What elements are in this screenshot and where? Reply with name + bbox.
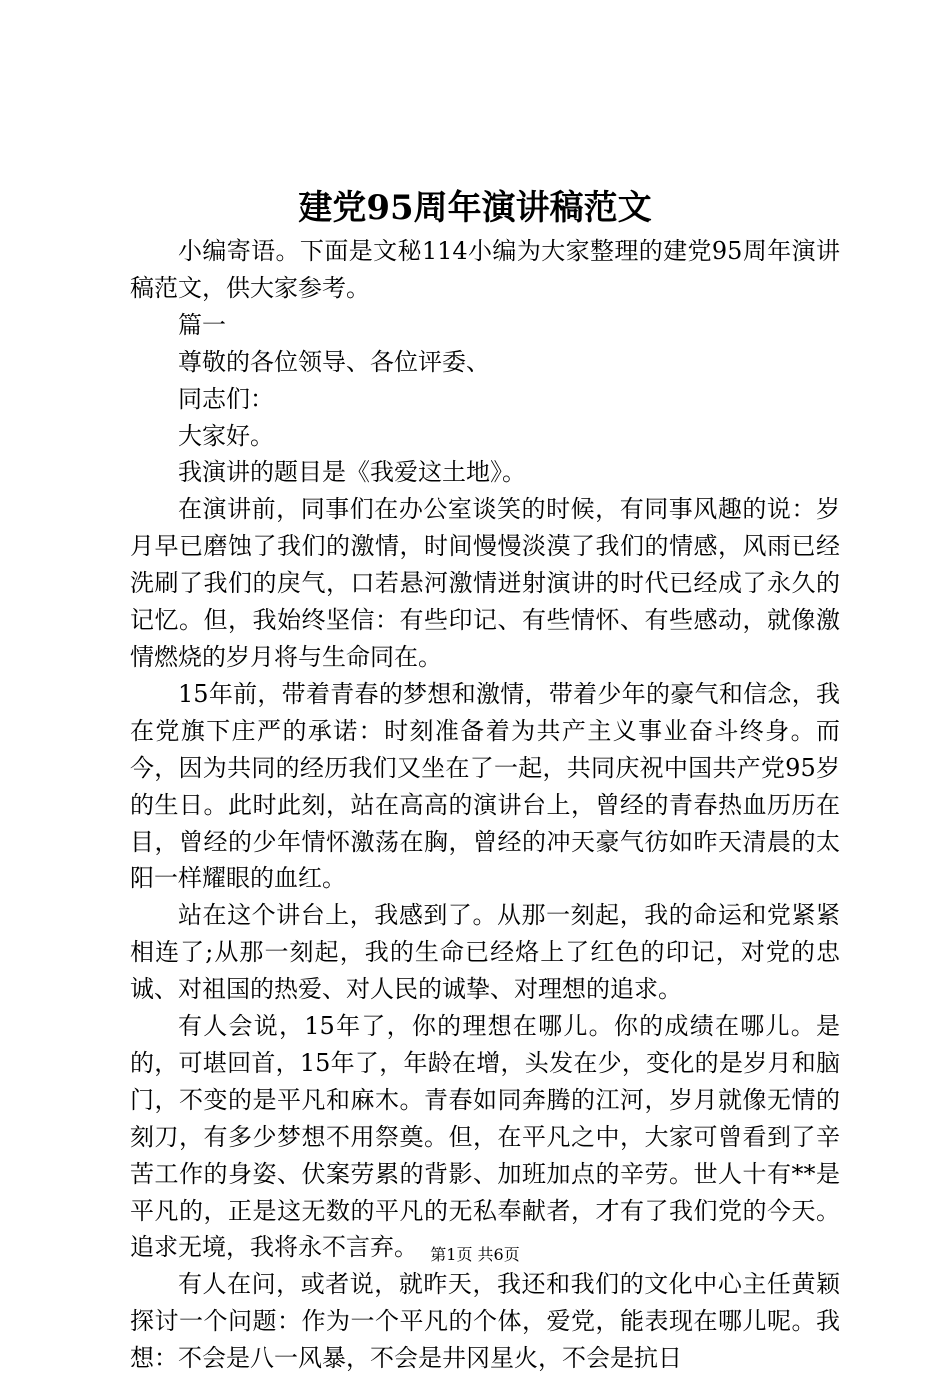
paragraph-comrades: 同志们：	[178, 384, 274, 413]
paragraph-intro: 小编寄语。下面是文秘114小编为大家整理的建党95周年演讲稿范文，供大家参考。	[130, 237, 840, 302]
paragraph-body: 15年前，带着青春的梦想和激情，带着少年的豪气和信念，我在党旗下庄严的承诺：时刻准备着为共产主义事业奋斗终身。而今，因为共同的经历我们又坐在了一起，共同庆祝中国共产党95岁的生日。此时此刻，站在高高的演讲台上，曾经的青春热血历历在目，曾经的少年情怀激荡在胸，曾经的冲天豪气彷如昨天清晨的太阳一样耀眼的血红。	[130, 679, 840, 893]
document-body	[130, 233, 840, 1377]
paragraph-body: 有人在问，或者说，就昨天，我还和我们的文化中心主任黄颖探讨一个问题：作为一个平凡的个体，爱党，能表现在哪儿呢。我想：不会是八一风暴，不会是井冈星火，不会是抗日	[130, 1270, 840, 1373]
paragraph-topic: 我演讲的题目是《我爱这土地》。	[178, 458, 526, 487]
page-number-footer: 第1页 共6页	[430, 1245, 520, 1264]
document-title: 建党95周年演讲稿范文	[298, 188, 652, 228]
paragraph-body: 在演讲前，同事们在办公室谈笑的时候，有同事风趣的说：岁月早已磨蚀了我们的激情，时间慢慢淡漠了我们的情感，风雨已经洗刷了我们的戾气，口若悬河激情迸射演讲的时代已经成了永久的记忆。但，我始终坚信：有些印记、有些情怀、有些感动，就像激情燃烧的岁月将与生命同在。	[130, 495, 840, 671]
paragraph-greeting: 大家好。	[178, 421, 274, 450]
paragraph-body: 站在这个讲台上，我感到了。从那一刻起，我的命运和党紧紧相连了;从那一刻起，我的生命已经烙上了红色的印记，对党的忠诚、对祖国的热爱、对人民的诚挚、对理想的追求。	[130, 901, 840, 1004]
paragraph-body: 有人会说，15年了，你的理想在哪儿。你的成绩在哪儿。是的，可堪回首，15年了，年龄在增，头发在少，变化的是岁月和脑门，不变的是平凡和麻木。青春如同奔腾的江河，岁月就像无情的刻刀，有多少梦想不用祭奠。但，在平凡之中，大家可曾看到了辛苦工作的身姿、伏案劳累的背影、加班加点的辛劳。世人十有**是平凡的，正是这无数的平凡的无私奉献者，才有了我们党的今天。追求无境，我将永不言弃。	[130, 1012, 840, 1262]
paragraph-salutation: 尊敬的各位领导、各位评委、	[178, 347, 490, 376]
paragraph-section-label: 篇一	[178, 310, 226, 339]
